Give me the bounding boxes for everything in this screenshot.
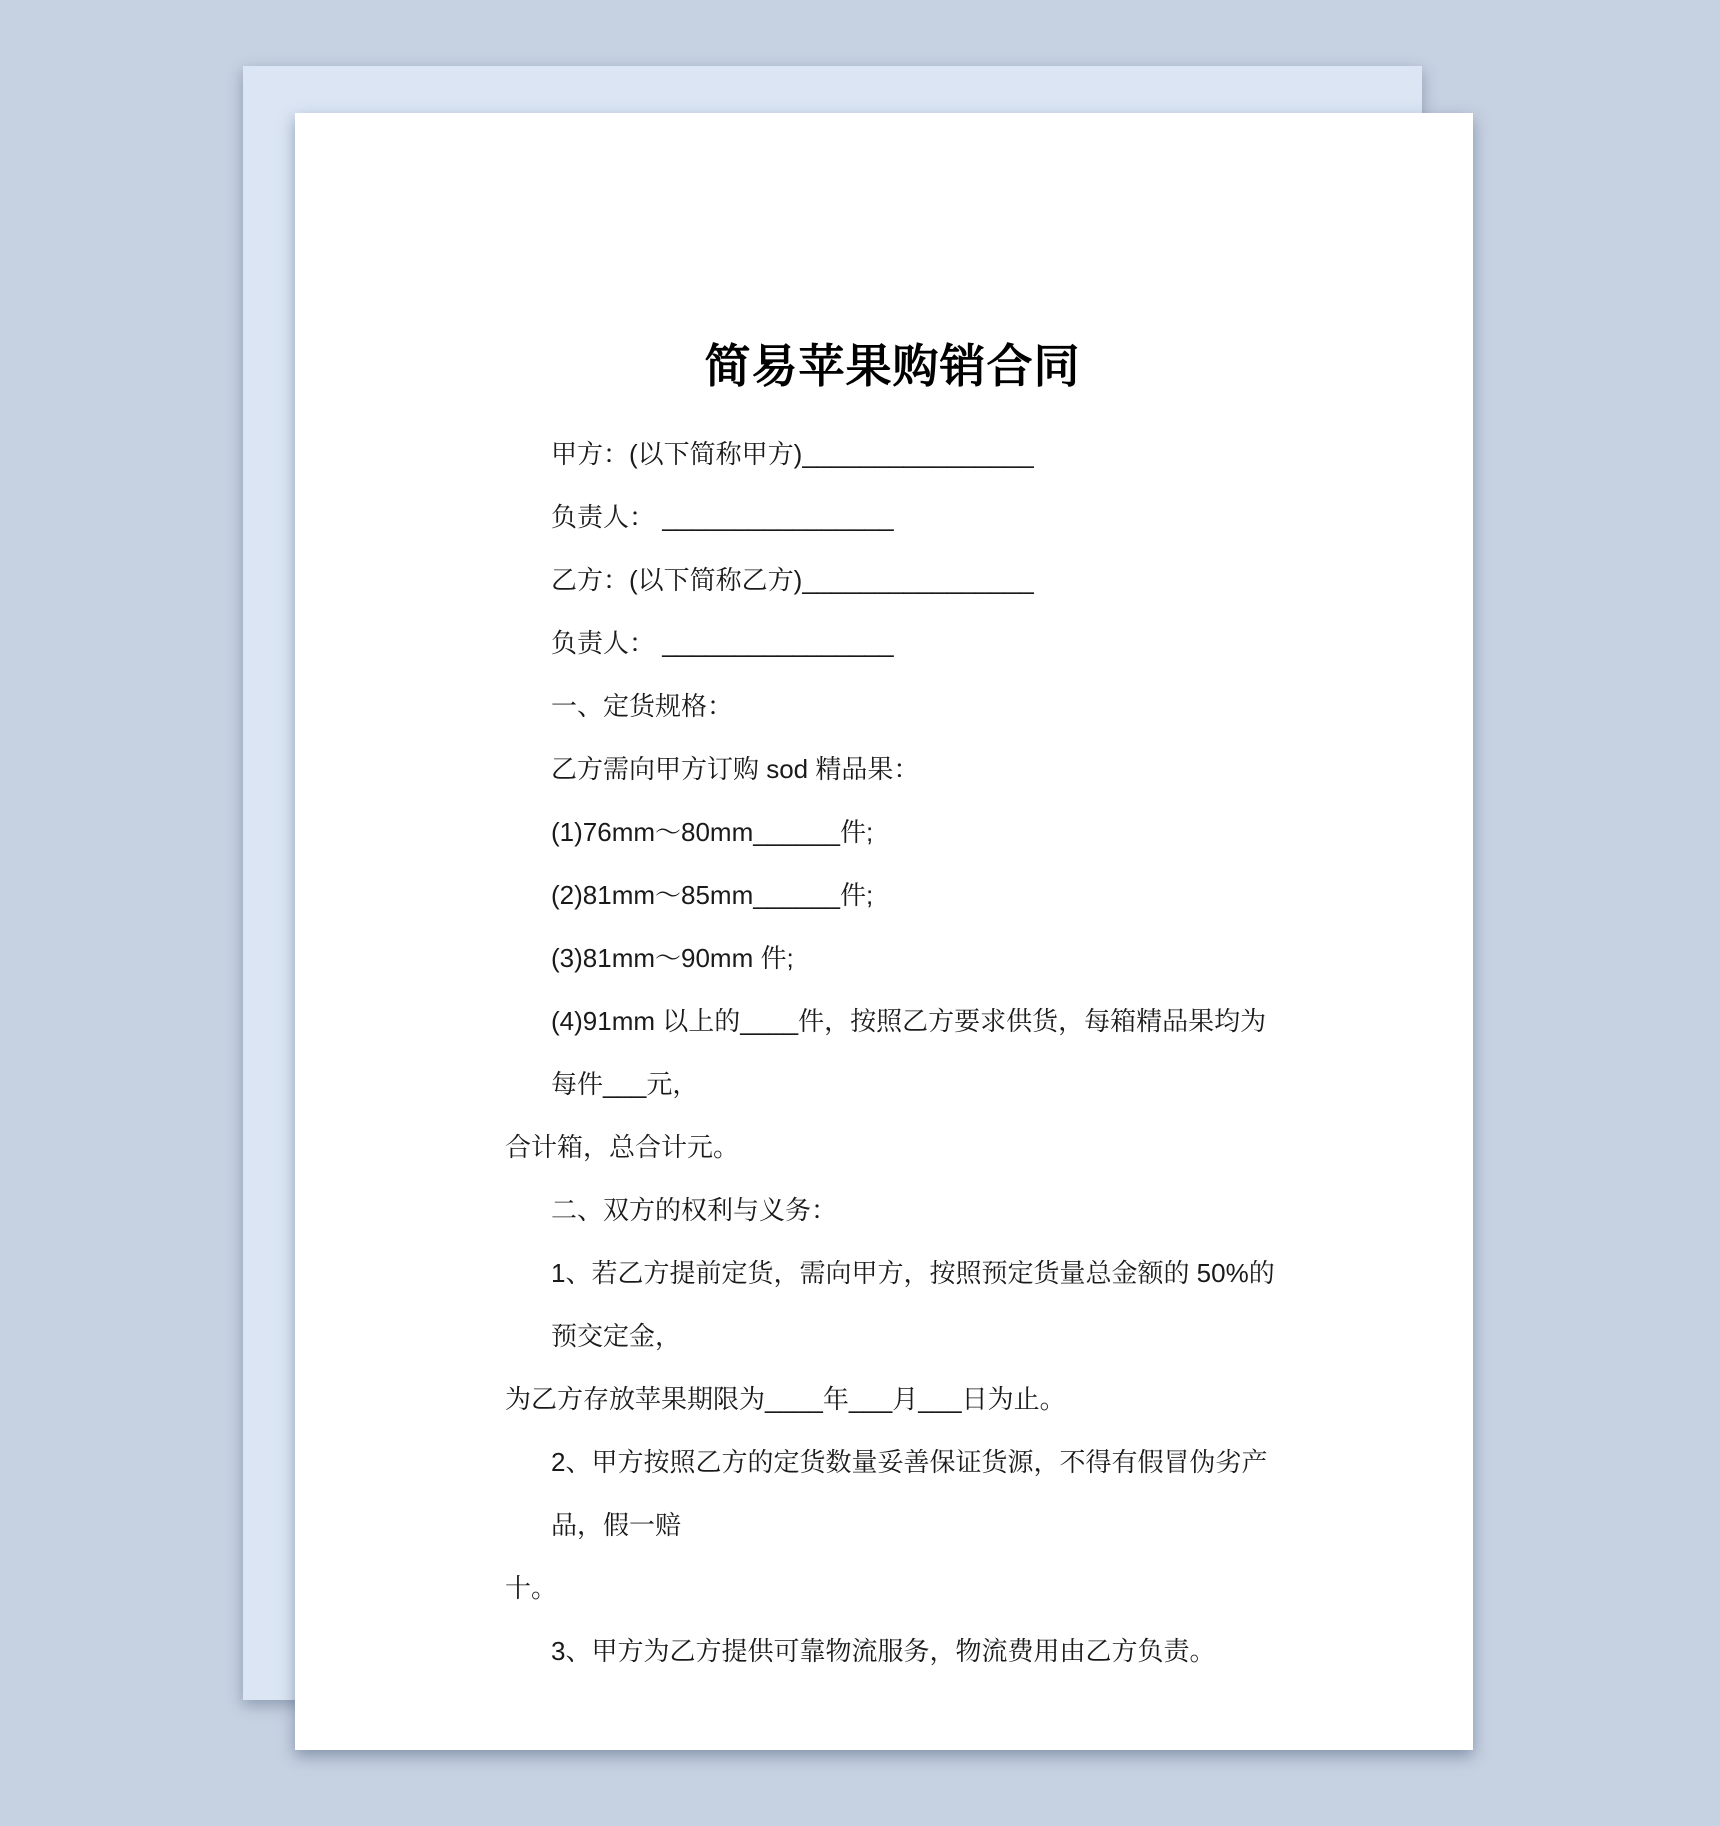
- doc-line: 二、双方的权利与义务：: [551, 1195, 838, 1225]
- contract-title: 简易苹果购销合同: [704, 340, 1081, 392]
- doc-line: (4)91mm 以上的____件，按照乙方要求供货，每箱精品果均为每件___元，: [551, 1006, 1267, 1099]
- doc-line: 乙方：(以下简称乙方)________________: [551, 565, 1034, 595]
- doc-line: 3、甲方为乙方提供可靠物流服务，物流费用由乙方负责。: [551, 1636, 1216, 1666]
- doc-line: 2、甲方按照乙方的定货数量妥善保证货源，不得有假冒伪劣产品，假一赔: [551, 1447, 1268, 1540]
- doc-line: 乙方需向甲方订购 sod 精品果：: [551, 754, 920, 784]
- doc-line: 为乙方存放苹果期限为____年___月___日为止。: [505, 1384, 1066, 1414]
- contract-page: [295, 113, 1473, 1750]
- doc-line: (1)76mm～80mm______件;: [551, 817, 874, 847]
- doc-line: (3)81mm～90mm 件;: [551, 943, 794, 973]
- doc-line: (2)81mm～85mm______件;: [551, 880, 874, 910]
- contract-body: [505, 423, 1280, 1683]
- page-content: [295, 113, 1473, 1683]
- doc-line: 负责人： ________________: [551, 628, 894, 658]
- doc-line: 1、若乙方提前定货，需向甲方，按照预定货量总金额的 50%的预交定金，: [551, 1258, 1275, 1351]
- doc-line: 甲方：(以下简称甲方)________________: [551, 439, 1034, 469]
- doc-line: 十。: [505, 1573, 558, 1603]
- doc-line: 一、定货规格：: [551, 691, 734, 721]
- doc-line: 负责人： ________________: [551, 502, 894, 532]
- doc-line: 合计箱，总合计元。: [505, 1132, 740, 1162]
